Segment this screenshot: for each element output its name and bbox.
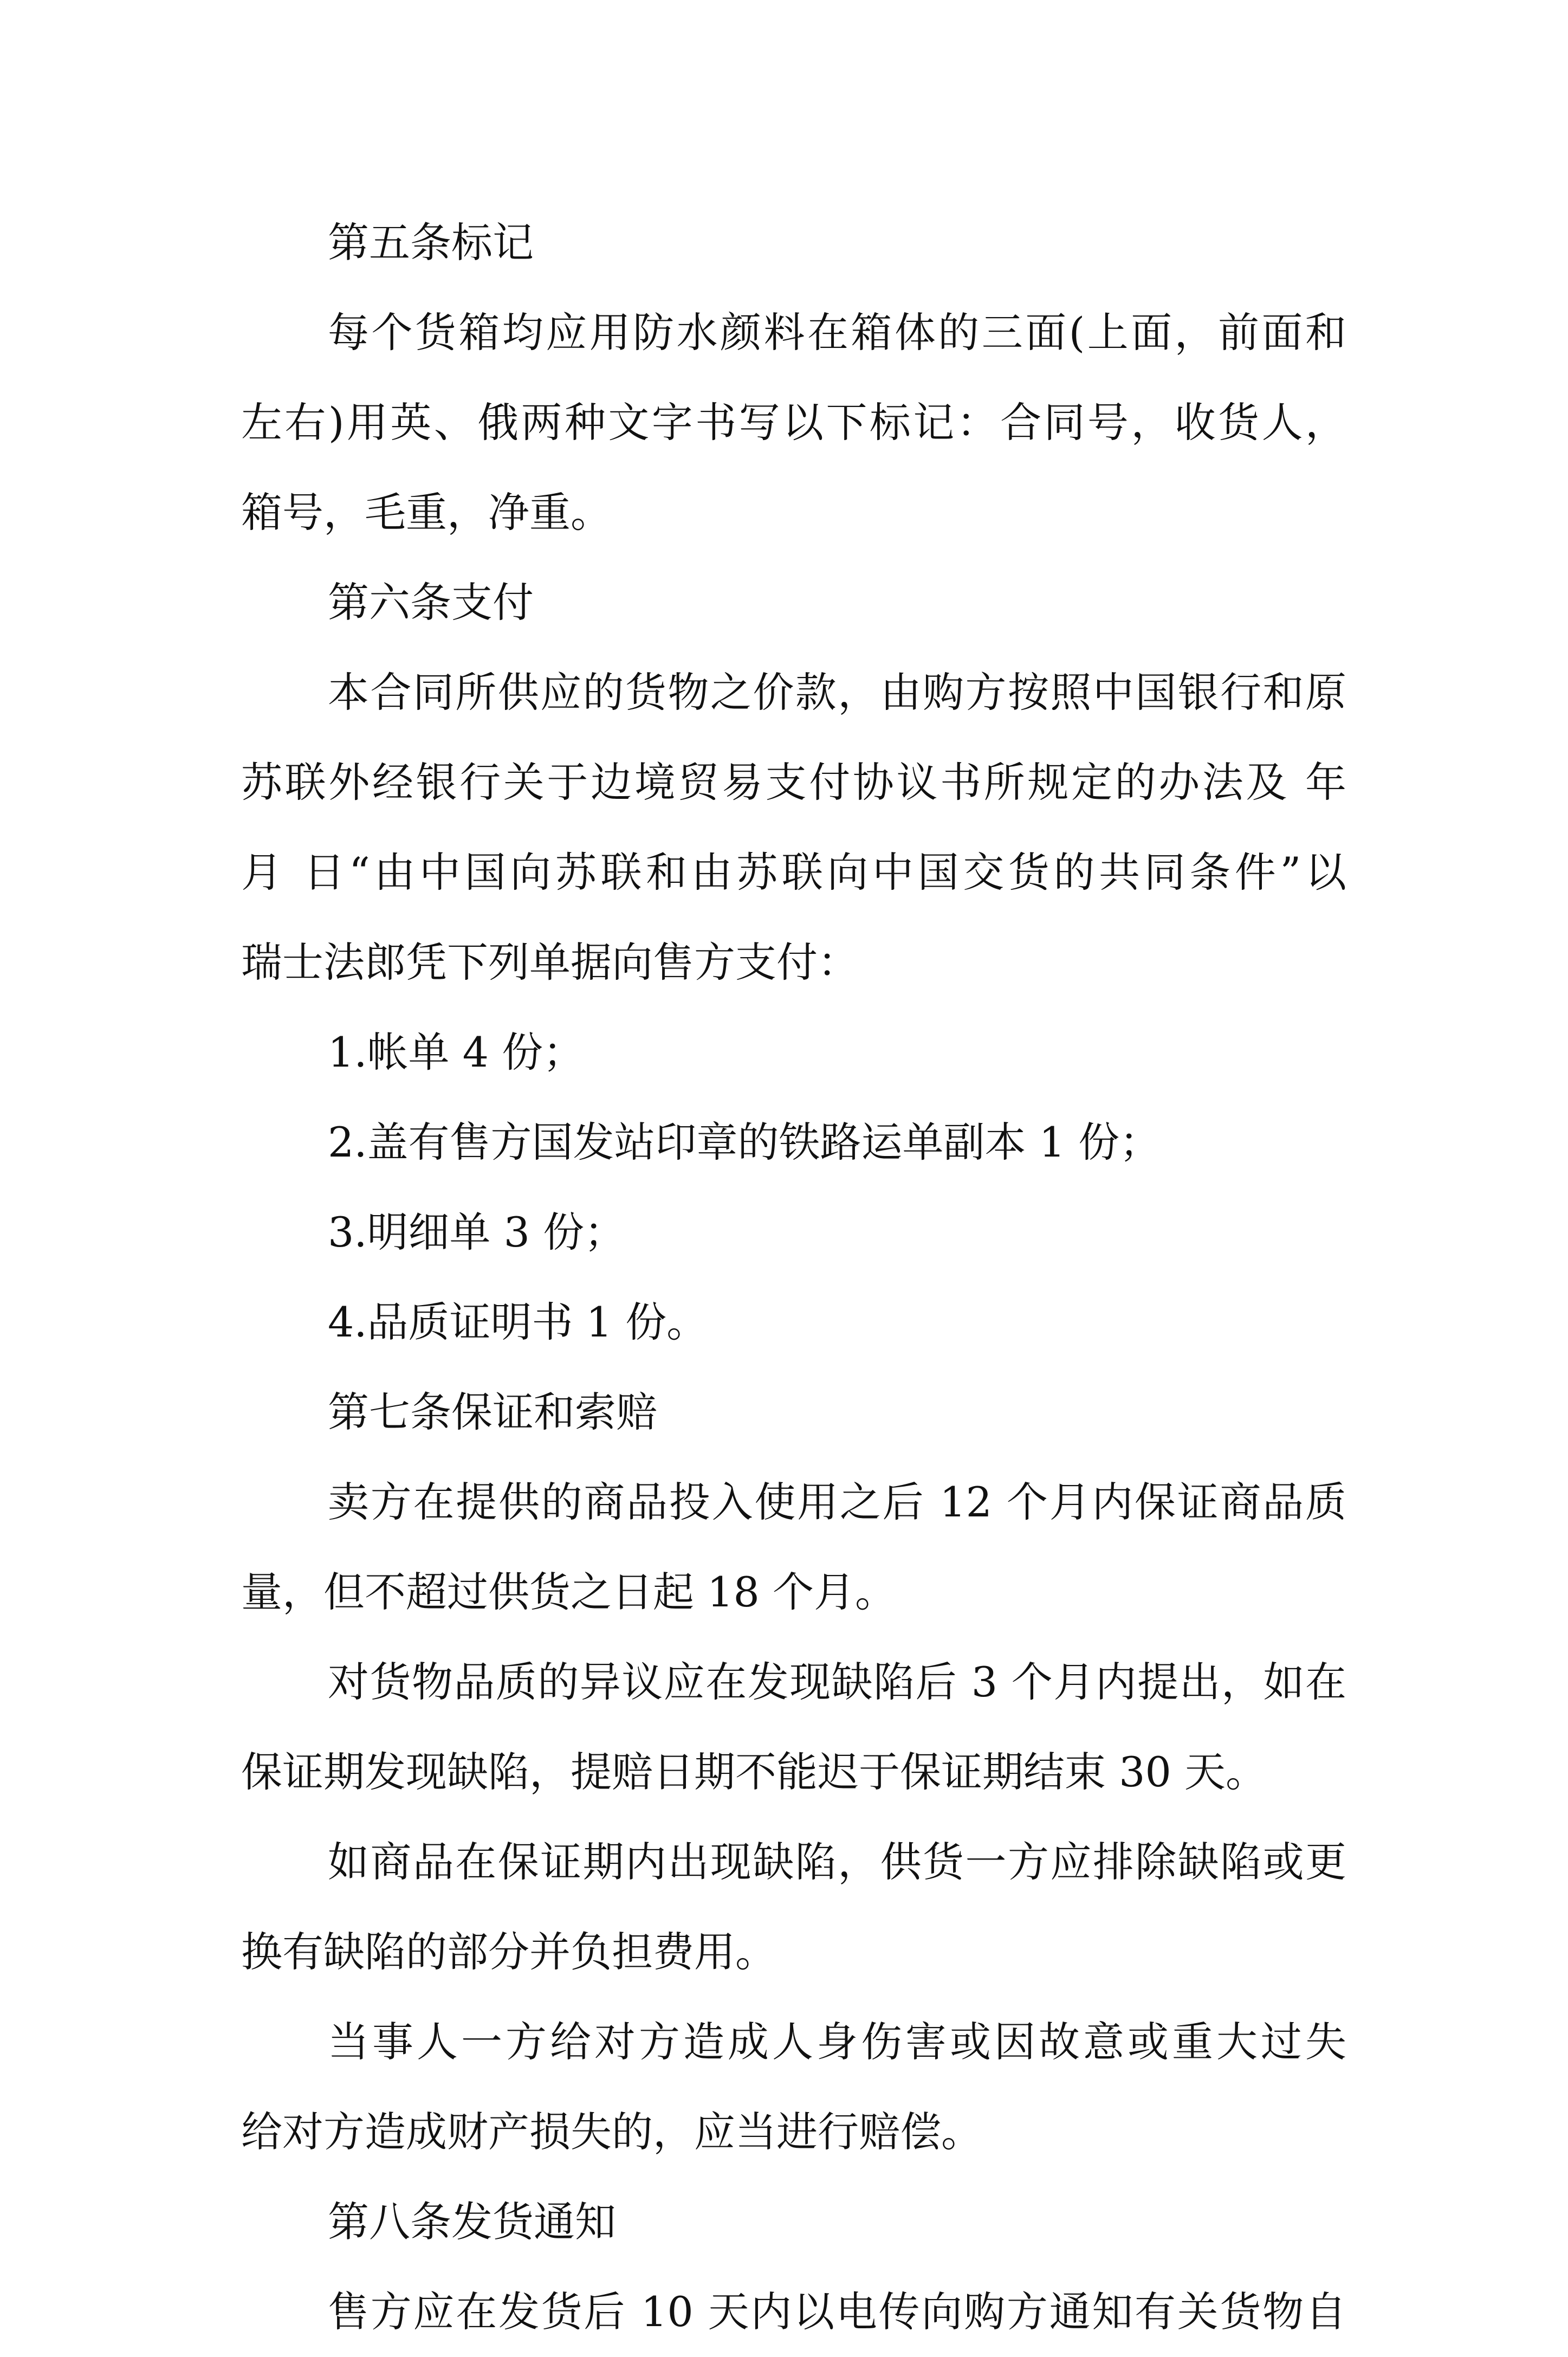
text-line: 换有缺陷的部分并负担费用。 (241, 1928, 776, 1976)
text-line: 售方应在发货后 10 天内以电传向购方通知有关货物自 (328, 2288, 1346, 2336)
text-line: 第七条保证和索赔 (328, 1388, 657, 1436)
text-line: 1.帐单 4 份； (328, 1028, 585, 1076)
text-line: 4.品质证明书 1 份。 (328, 1298, 708, 1346)
text-line: 第八条发货通知 (328, 2198, 616, 2246)
text-line: 卖方在提供的商品投入使用之后 12 个月内保证商品质 (328, 1478, 1346, 1526)
text-line: 第六条支付 (328, 578, 534, 627)
text-line: 当事人一方给对方造成人身伤害或因故意或重大过失 (328, 2018, 1346, 2066)
text-line: 3.明细单 3 份； (328, 1208, 626, 1256)
text-line: 给对方造成财产损失的，应当进行赔偿。 (241, 2108, 982, 2156)
text-line: 箱号，毛重，净重。 (241, 488, 612, 537)
text-line: 2.盖有售方国发站印章的铁路运单副本 1 份； (328, 1118, 1161, 1166)
text-line: 每个货箱均应用防水颜料在箱体的三面(上面，前面和 (328, 308, 1346, 357)
text-line: 月 日“由中国向苏联和由苏联向中国交货的共同条件”以 (241, 848, 1346, 896)
text-line: 量，但不超过供货之日起 18 个月。 (241, 1568, 897, 1616)
text-line: 第五条标记 (328, 218, 534, 267)
text-line: 如商品在保证期内出现缺陷，供货一方应排除缺陷或更 (328, 1838, 1346, 1886)
text-line: 瑞士法郎凭下列单据向售方支付： (241, 938, 859, 986)
text-line: 本合同所供应的货物之价款，由购方按照中国银行和原 (328, 668, 1346, 716)
text-line: 保证期发现缺陷，提赔日期不能迟于保证期结束 30 天。 (241, 1748, 1267, 1796)
text-line: 对货物品质的异议应在发现缺陷后 3 个月内提出，如在 (328, 1658, 1346, 1706)
document-body (241, 198, 1346, 2357)
text-line: 左右)用英、俄两种文字书写以下标记：合同号，收货人， (241, 398, 1346, 447)
text-line: 苏联外经银行关于边境贸易支付协议书所规定的办法及 年 (241, 758, 1346, 806)
